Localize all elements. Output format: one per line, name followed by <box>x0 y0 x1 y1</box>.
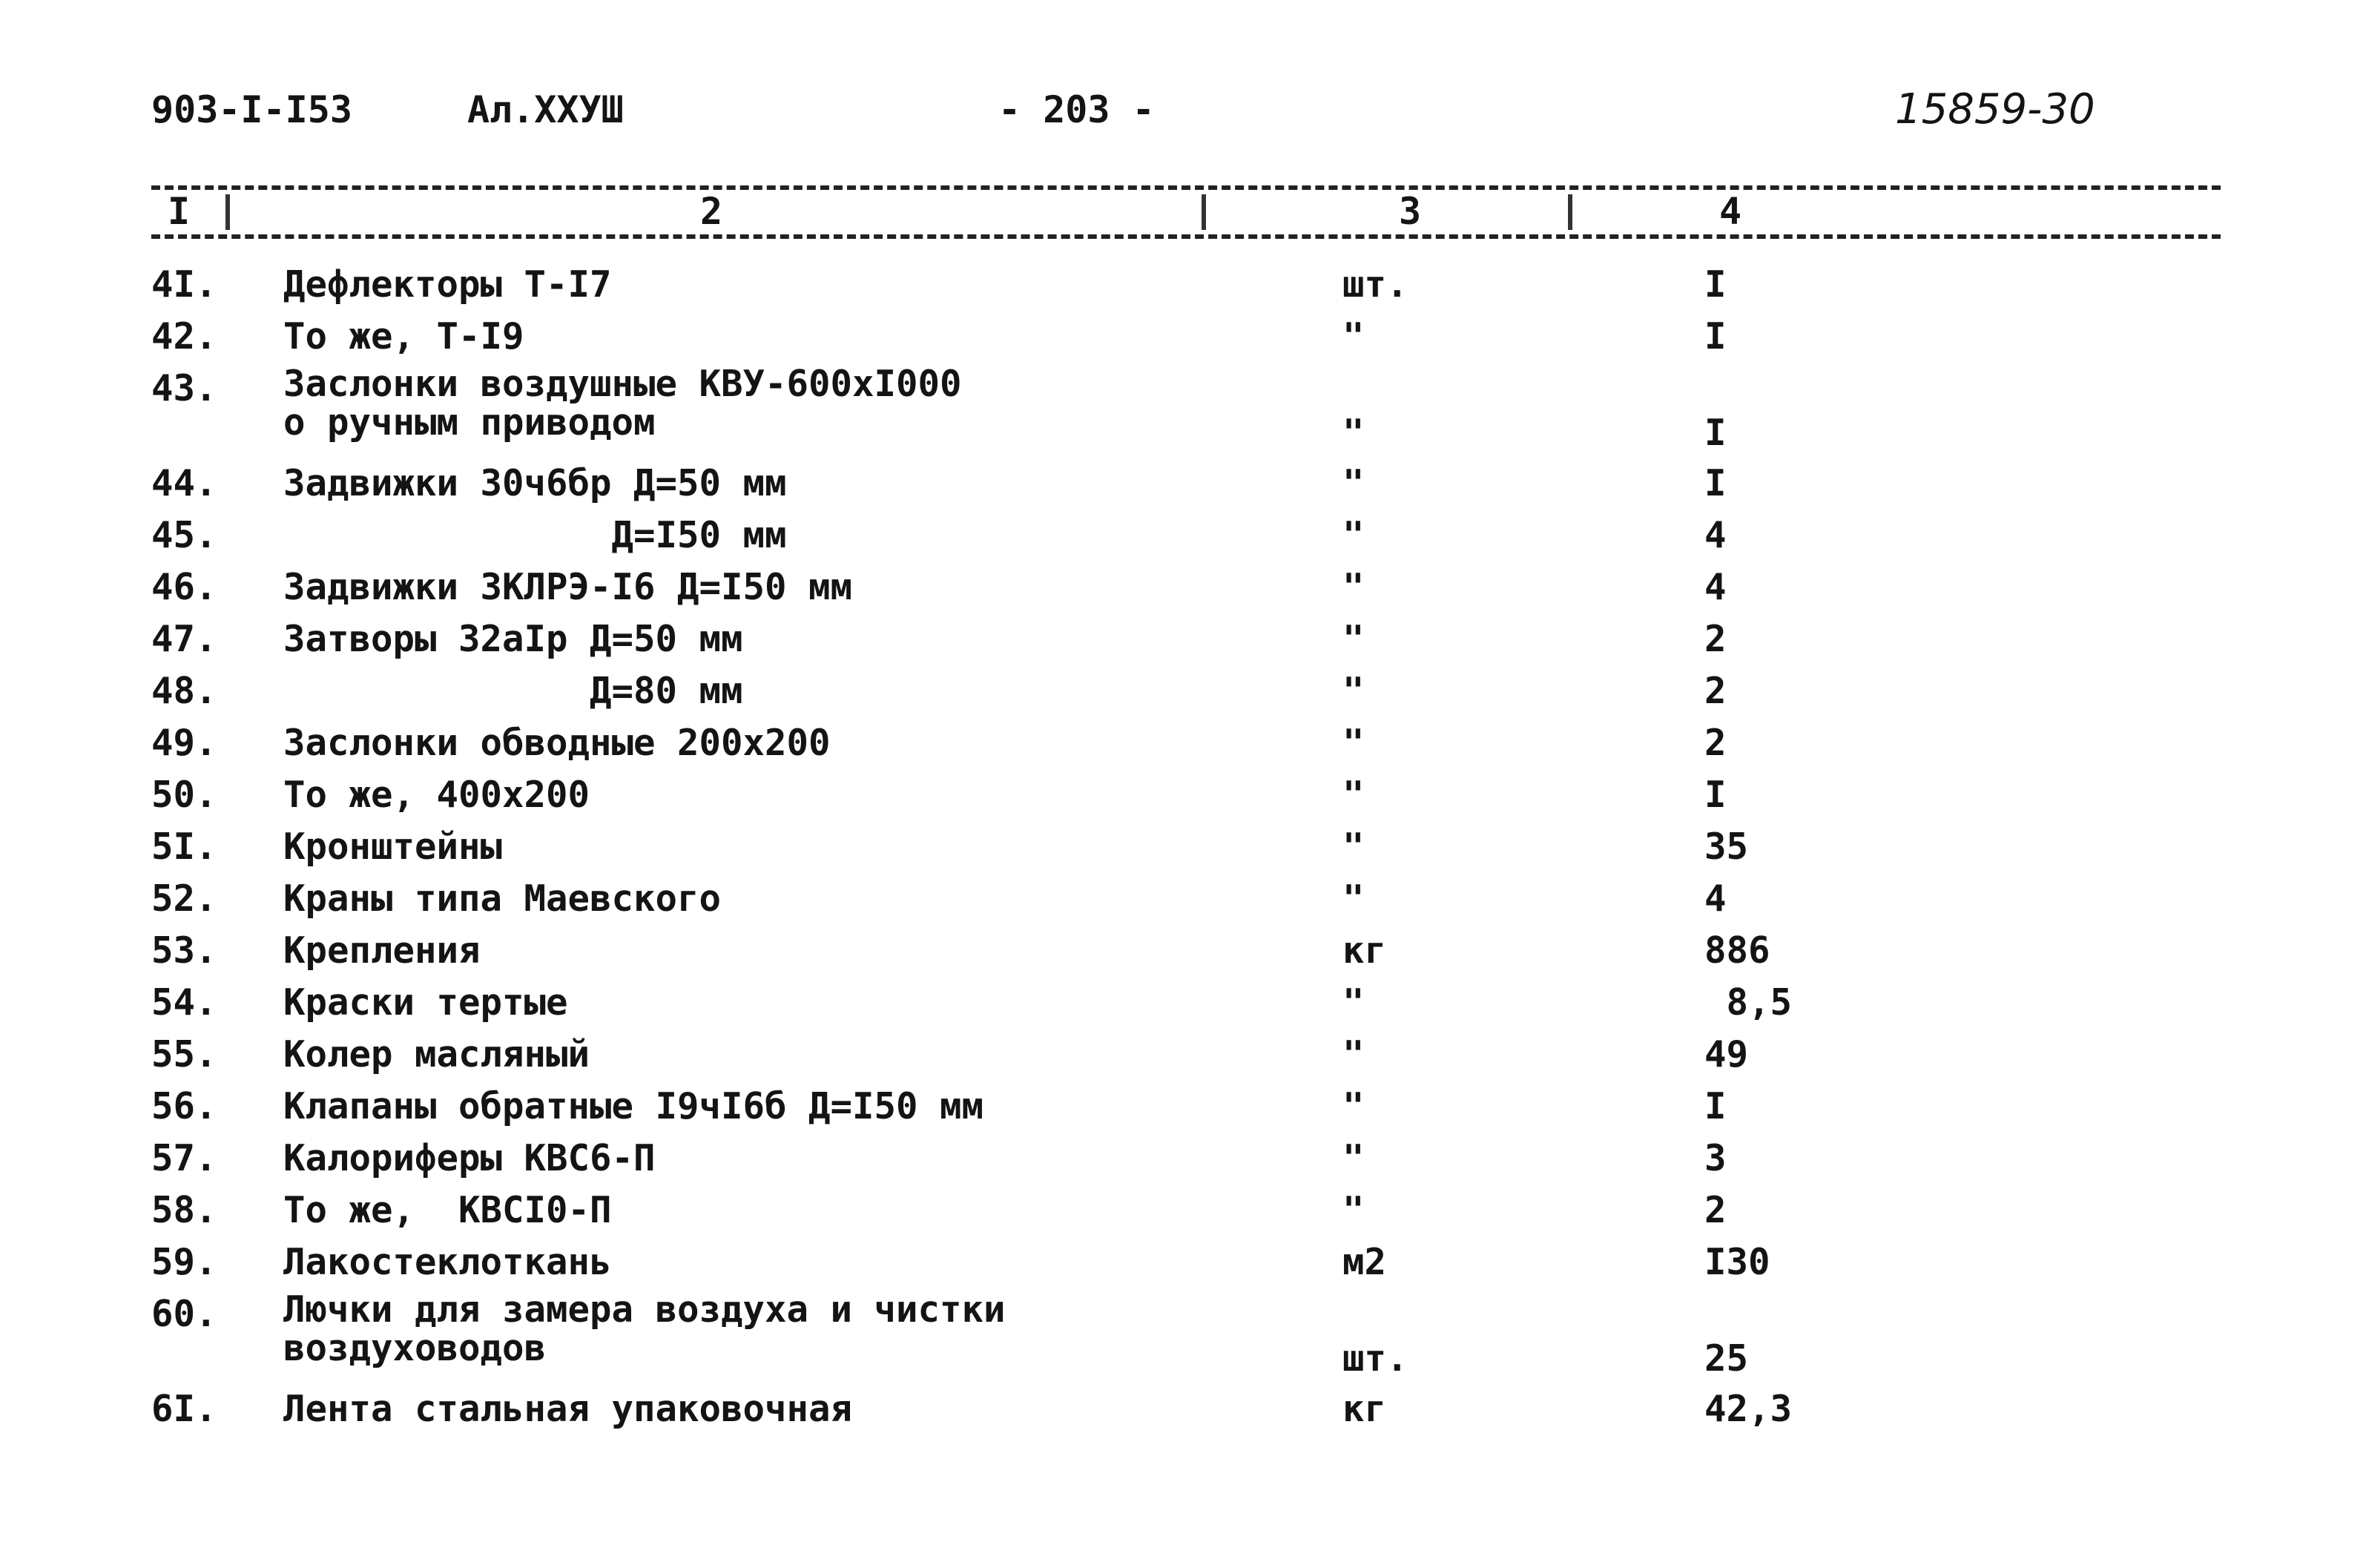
unit: " <box>1342 1085 1365 1127</box>
table-row <box>0 771 2366 823</box>
item-name-line: То же, Т-I9 <box>283 315 524 358</box>
table-row <box>0 1083 2366 1135</box>
item-name <box>283 313 524 360</box>
table-row <box>0 460 2366 512</box>
row-number: 45. <box>151 514 217 556</box>
item-name <box>283 1288 1006 1369</box>
page-number: - 203 - <box>998 88 1155 131</box>
item-name-line: Крепления <box>283 929 481 972</box>
column-separator <box>225 194 230 230</box>
item-name-line: Колер масляный <box>283 1033 590 1075</box>
quantity: I <box>1704 412 1727 454</box>
quantity: 2 <box>1704 670 1727 712</box>
item-name-line: То же, 400х200 <box>283 774 590 816</box>
item-name <box>283 1386 852 1433</box>
row-number: 43. <box>151 367 217 409</box>
quantity: 3 <box>1704 1137 1727 1179</box>
row-number: 55. <box>151 1033 217 1075</box>
row-number: 54. <box>151 981 217 1024</box>
item-name <box>283 1031 590 1078</box>
item-name-line: Краски тертые <box>283 981 568 1024</box>
table-row <box>0 927 2366 979</box>
item-name-line: Дефлекторы Т-I7 <box>283 263 612 306</box>
row-number: 53. <box>151 929 217 972</box>
quantity: 4 <box>1704 566 1727 608</box>
column-number-3: 3 <box>1399 190 1422 233</box>
item-name-line: Задвижки ЗКЛРЭ-I6 Д=I50 мм <box>283 566 853 608</box>
column-separator <box>1202 194 1206 230</box>
row-number: 47. <box>151 618 217 660</box>
item-name-line: Задвижки 30ч6бр Д=50 мм <box>283 462 787 504</box>
table-row <box>0 512 2366 564</box>
item-name <box>283 261 612 309</box>
unit: " <box>1342 1137 1365 1179</box>
table-row <box>0 1386 2366 1437</box>
unit: " <box>1342 1189 1365 1231</box>
table-header-top-rule <box>151 185 2221 190</box>
item-name-line: Лючки для замера воздуха и чистки <box>283 1288 1006 1331</box>
table-row <box>0 1288 2366 1386</box>
row-number: 57. <box>151 1137 217 1179</box>
table-row <box>0 1239 2366 1291</box>
quantity: I <box>1704 1085 1727 1127</box>
unit: " <box>1342 1033 1365 1075</box>
quantity: 2 <box>1704 1189 1727 1231</box>
item-name-line: То же, КВСI0-П <box>283 1189 612 1231</box>
quantity: 35 <box>1704 826 1749 868</box>
column-number-1: I <box>168 190 191 233</box>
table-row <box>0 719 2366 771</box>
table-row <box>0 564 2366 616</box>
table-row <box>0 1187 2366 1239</box>
sheet-code-handwritten: 15859-30 <box>1895 85 2095 134</box>
row-number: 52. <box>151 877 217 920</box>
item-name <box>283 668 743 715</box>
unit: " <box>1342 462 1365 504</box>
quantity: 49 <box>1704 1033 1749 1075</box>
materials-table-body <box>0 261 2366 1437</box>
table-row <box>0 1135 2366 1187</box>
item-name <box>283 927 481 975</box>
item-name <box>283 719 831 767</box>
item-name <box>283 512 787 559</box>
table-row <box>0 979 2366 1031</box>
unit: " <box>1342 981 1365 1024</box>
unit: " <box>1342 315 1365 358</box>
row-number: 49. <box>151 722 217 764</box>
unit: " <box>1342 826 1365 868</box>
item-name-line: Затворы 32aIр Д=50 мм <box>283 618 743 660</box>
unit: " <box>1342 877 1365 920</box>
item-name-line: Д=I50 мм <box>283 514 787 556</box>
row-number: 60. <box>151 1293 217 1335</box>
item-name <box>283 823 502 871</box>
item-name <box>283 1083 983 1130</box>
table-row <box>0 1031 2366 1083</box>
quantity: I <box>1704 774 1727 816</box>
item-name <box>283 365 962 442</box>
item-name <box>283 616 743 663</box>
table-row <box>0 616 2366 668</box>
item-name-line: Клапаны обратные I9чI6б Д=I50 мм <box>283 1085 984 1127</box>
table-header-bottom-rule <box>151 234 2221 239</box>
row-number: 59. <box>151 1241 217 1283</box>
row-number: 50. <box>151 774 217 816</box>
item-name <box>283 771 590 819</box>
unit: " <box>1342 722 1365 764</box>
column-separator <box>1568 194 1572 230</box>
item-name <box>283 979 568 1027</box>
quantity: I30 <box>1704 1241 1770 1283</box>
table-row <box>0 313 2366 365</box>
album-number: Ал.XXУШ <box>467 88 624 131</box>
quantity: 4 <box>1704 877 1727 920</box>
unit: " <box>1342 514 1365 556</box>
unit: " <box>1342 670 1365 712</box>
quantity: 886 <box>1704 929 1770 972</box>
unit: шт. <box>1342 263 1408 306</box>
row-number: 46. <box>151 566 217 608</box>
item-name-line: Кронштейны <box>283 826 503 868</box>
unit: " <box>1342 774 1365 816</box>
row-number: 5I. <box>151 826 217 868</box>
quantity: 8,5 <box>1704 981 1793 1024</box>
row-number: 4I. <box>151 263 217 306</box>
item-name-line: о ручным приводом <box>283 401 656 444</box>
table-row <box>0 261 2366 313</box>
quantity: 25 <box>1704 1337 1749 1380</box>
item-name-line: Заслонки обводные 200х200 <box>283 722 831 764</box>
table-row <box>0 365 2366 460</box>
item-name <box>283 875 721 923</box>
item-name <box>283 564 852 611</box>
item-name <box>283 1135 656 1182</box>
quantity: 4 <box>1704 514 1727 556</box>
row-number: 42. <box>151 315 217 358</box>
item-name <box>283 460 787 507</box>
column-number-4: 4 <box>1719 190 1742 233</box>
item-name <box>283 1187 612 1234</box>
table-row <box>0 875 2366 927</box>
item-name <box>283 1239 612 1286</box>
quantity: I <box>1704 315 1727 358</box>
item-name-line: Калориферы КВС6-П <box>283 1137 656 1179</box>
quantity: I <box>1704 263 1727 306</box>
document-code: 903-I-I53 <box>151 88 352 131</box>
quantity: 42,3 <box>1704 1388 1793 1430</box>
item-name-line: Д=80 мм <box>283 670 743 712</box>
table-row <box>0 668 2366 719</box>
column-number-2: 2 <box>700 190 723 233</box>
unit: кг <box>1342 1388 1387 1430</box>
unit: кг <box>1342 929 1387 972</box>
item-name-line: Лента стальная упаковочная <box>283 1388 853 1430</box>
item-name-line: Лакостеклоткань <box>283 1241 612 1283</box>
unit: " <box>1342 412 1365 454</box>
row-number: 58. <box>151 1189 217 1231</box>
unit: " <box>1342 618 1365 660</box>
row-number: 56. <box>151 1085 217 1127</box>
row-number: 48. <box>151 670 217 712</box>
row-number: 6I. <box>151 1388 217 1430</box>
item-name-line: воздуховодов <box>283 1327 547 1369</box>
item-name-line: Краны типа Маевского <box>283 877 722 920</box>
quantity: I <box>1704 462 1727 504</box>
unit: шт. <box>1342 1337 1408 1380</box>
unit: м2 <box>1342 1241 1387 1283</box>
unit: " <box>1342 566 1365 608</box>
quantity: 2 <box>1704 722 1727 764</box>
row-number: 44. <box>151 462 217 504</box>
item-name-line: Заслонки воздушные КВУ-600хI000 <box>283 363 962 405</box>
quantity: 2 <box>1704 618 1727 660</box>
table-row <box>0 823 2366 875</box>
